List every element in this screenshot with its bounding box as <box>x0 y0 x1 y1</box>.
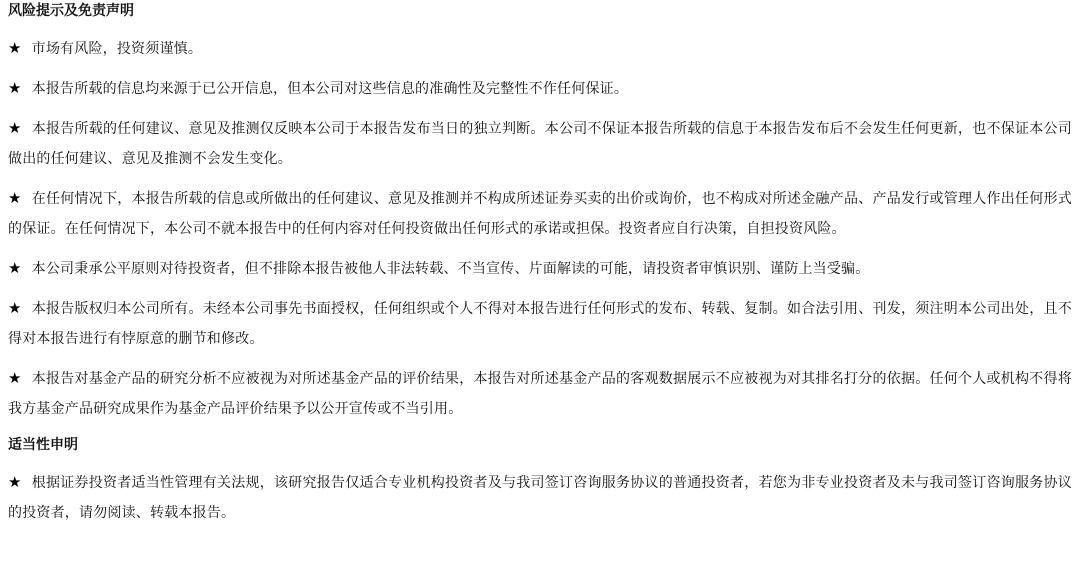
star-bullet-icon: ★ <box>8 299 22 317</box>
star-bullet-icon: ★ <box>8 79 22 97</box>
risk-section-title: 风险提示及免责声明 <box>8 3 134 19</box>
risk-item <box>8 293 1072 354</box>
star-bullet-icon: ★ <box>8 473 22 491</box>
suitability-item <box>8 467 1072 528</box>
risk-item <box>8 33 1072 64</box>
risk-item-text: 本报告版权归本公司所有。未经本公司事先书面授权，任何组织或个人不得对本报告进行任何形式的发布、转载、复制。如合法引用、刊发，须注明本公司出处，且不得对本报告进行有悖原意的删节和修改。 <box>8 301 1072 347</box>
risk-item-text: 本报告对基金产品的研究分析不应被视为对所述基金产品的评价结果，本报告对所述基金产品的客观数据展示不应被视为对其排名打分的依据。任何个人或机构不得将我方基金产品研究成果作为基金产品评价结果予以公开宣传或不当引用。 <box>8 371 1072 417</box>
risk-item-text: 在任何情况下，本报告所载的信息或所做出的任何建议、意见及推测并不构成所述证券买卖的出价或询价，也不构成对所述金融产品、产品发行或管理人作出任何形式的保证。在任何情况下，本公司不就本报告中的任何内容对任何投资做出任何形式的承诺或担保。投资者应自行决策，自担投资风险。 <box>8 191 1072 237</box>
risk-item <box>8 253 1072 284</box>
star-bullet-icon: ★ <box>8 369 22 387</box>
suitability-section-title: 适当性申明 <box>8 437 78 453</box>
risk-item <box>8 363 1072 424</box>
suitability-item-text: 根据证券投资者适当性管理有关法规，该研究报告仅适合专业机构投资者及与我司签订咨询服务协议的普通投资者，若您为非专业投资者及未与我司签订咨询服务协议的投资者，请勿阅读、转载本报告。 <box>8 475 1072 521</box>
star-bullet-icon: ★ <box>8 119 22 137</box>
star-bullet-icon: ★ <box>8 189 22 207</box>
star-bullet-icon: ★ <box>8 259 22 277</box>
star-bullet-icon: ★ <box>8 39 22 57</box>
risk-item-text: 本报告所载的信息均来源于已公开信息，但本公司对这些信息的准确性及完整性不作任何保证。 <box>31 81 629 97</box>
risk-item-text: 市场有风险，投资须谨慎。 <box>31 41 203 57</box>
risk-item <box>8 113 1072 174</box>
risk-item-text: 本公司秉承公平原则对待投资者，但不排除本报告被他人非法转载、不当宣传、片面解读的可能，请投资者审慎识别、谨防上当受骗。 <box>31 261 870 277</box>
risk-item <box>8 73 1072 104</box>
risk-item-text: 本报告所载的任何建议、意见及推测仅反映本公司于本报告发布当日的独立判断。本公司不保证本报告所载的信息于本报告发布后不会发生任何更新，也不保证本公司做出的任何建议、意见及推测不会发生变化。 <box>8 121 1072 167</box>
risk-item <box>8 183 1072 244</box>
